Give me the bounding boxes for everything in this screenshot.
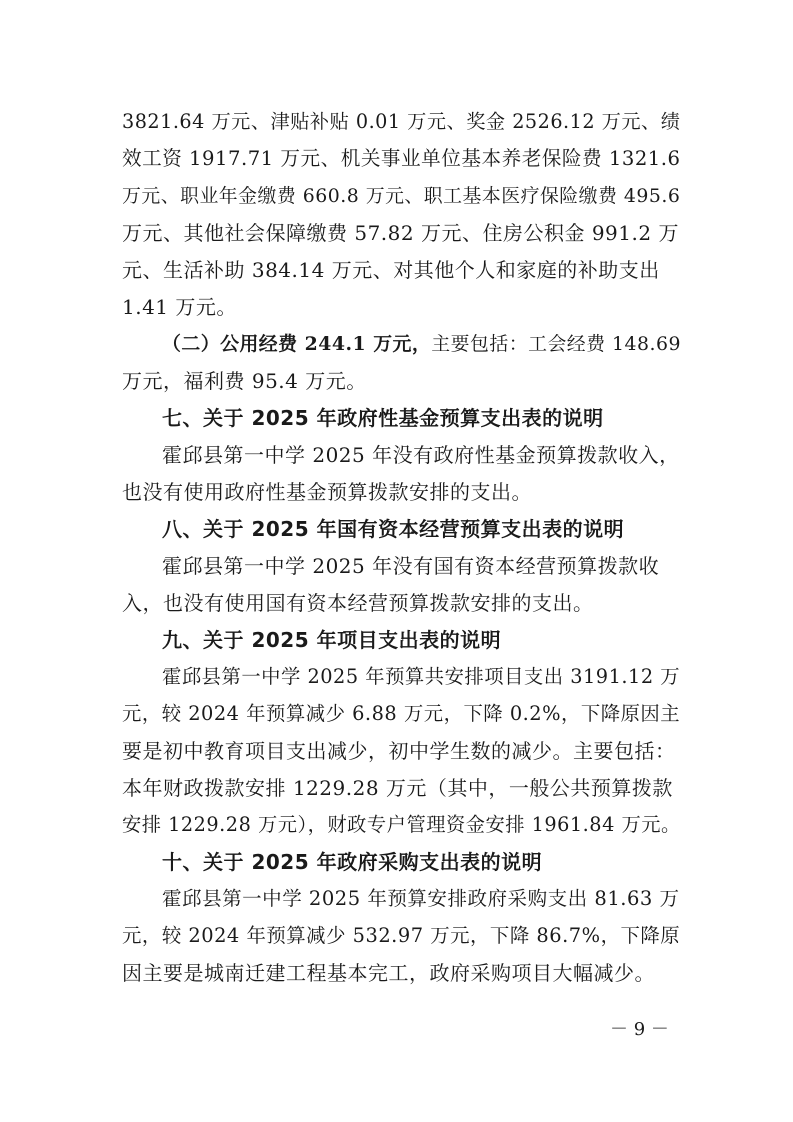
body-line: 霍邱县第一中学 2025 年预算安排政府采购支出 81.63 万 bbox=[162, 887, 680, 910]
body-line: 万元，福利费 95.4 万元。 bbox=[122, 369, 367, 393]
section-10-heading: 十、关于 2025 年政府采购支出表的说明 bbox=[162, 850, 543, 874]
body-line: 本年财政拨款安排 1229.28 万元（其中，一般公共预算拨款 bbox=[122, 776, 673, 800]
body-line: 霍邱县第一中学 2025 年预算共安排项目支出 3191.12 万 bbox=[162, 665, 681, 688]
body-line: 入，也没有使用国有资本经营预算拨款安排的支出。 bbox=[122, 591, 594, 615]
body-line: 元，较 2024 年预算减少 6.88 万元，下降 0.2%，下降原因主 bbox=[122, 702, 681, 725]
body-line: 万元、职业年金缴费 660.8 万元、职工基本医疗保险缴费 495.6 bbox=[122, 185, 681, 207]
body-line: 霍邱县第一中学 2025 年没有国有资本经营预算拨款收 bbox=[162, 554, 660, 578]
body-line: 1.41 万元。 bbox=[122, 295, 237, 319]
public-funds-bold: （二）公用经费 244.1 万元， bbox=[162, 333, 432, 355]
public-funds-line bbox=[162, 326, 681, 362]
body-line: 因主要是城南迁建工程基本完工，政府采购项目大幅减少。 bbox=[122, 961, 655, 985]
section-8-heading: 八、关于 2025 年国有资本经营预算支出表的说明 bbox=[162, 517, 625, 541]
section-7-heading: 七、关于 2025 年政府性基金预算支出表的说明 bbox=[162, 406, 604, 430]
body-line: 元，较 2024 年预算减少 532.97 万元，下降 86.7%，下降原 bbox=[122, 924, 681, 947]
body-line: 也没有使用政府性基金预算拨款安排的支出。 bbox=[122, 480, 532, 504]
body-line: 要是初中教育项目支出减少，初中学生数的减少。主要包括： bbox=[122, 739, 676, 763]
section-9-heading: 九、关于 2025 年项目支出表的说明 bbox=[162, 628, 502, 652]
body-line: 元、生活补助 384.14 万元、对其他个人和家庭的补助支出 bbox=[122, 258, 660, 282]
body-line: 安排 1229.28 万元），财政专户管理资金安排 1961.84 万元。 bbox=[122, 813, 681, 836]
body-line: 万元、其他社会保障缴费 57.82 万元、住房公积金 991.2 万 bbox=[122, 221, 679, 245]
body-line: 霍邱县第一中学 2025 年没有政府性基金预算拨款收入， bbox=[162, 443, 680, 467]
body-line: 效工资 1917.71 万元、机关事业单位基本养老保险费 1321.6 bbox=[122, 147, 681, 170]
page-number: － 9 － bbox=[610, 1019, 669, 1040]
public-funds-rest: 主要包括：工会经费 148.69 bbox=[431, 333, 682, 355]
body-line: 3821.64 万元、津贴补贴 0.01 万元、奖金 2526.12 万元、绩 bbox=[122, 110, 681, 133]
